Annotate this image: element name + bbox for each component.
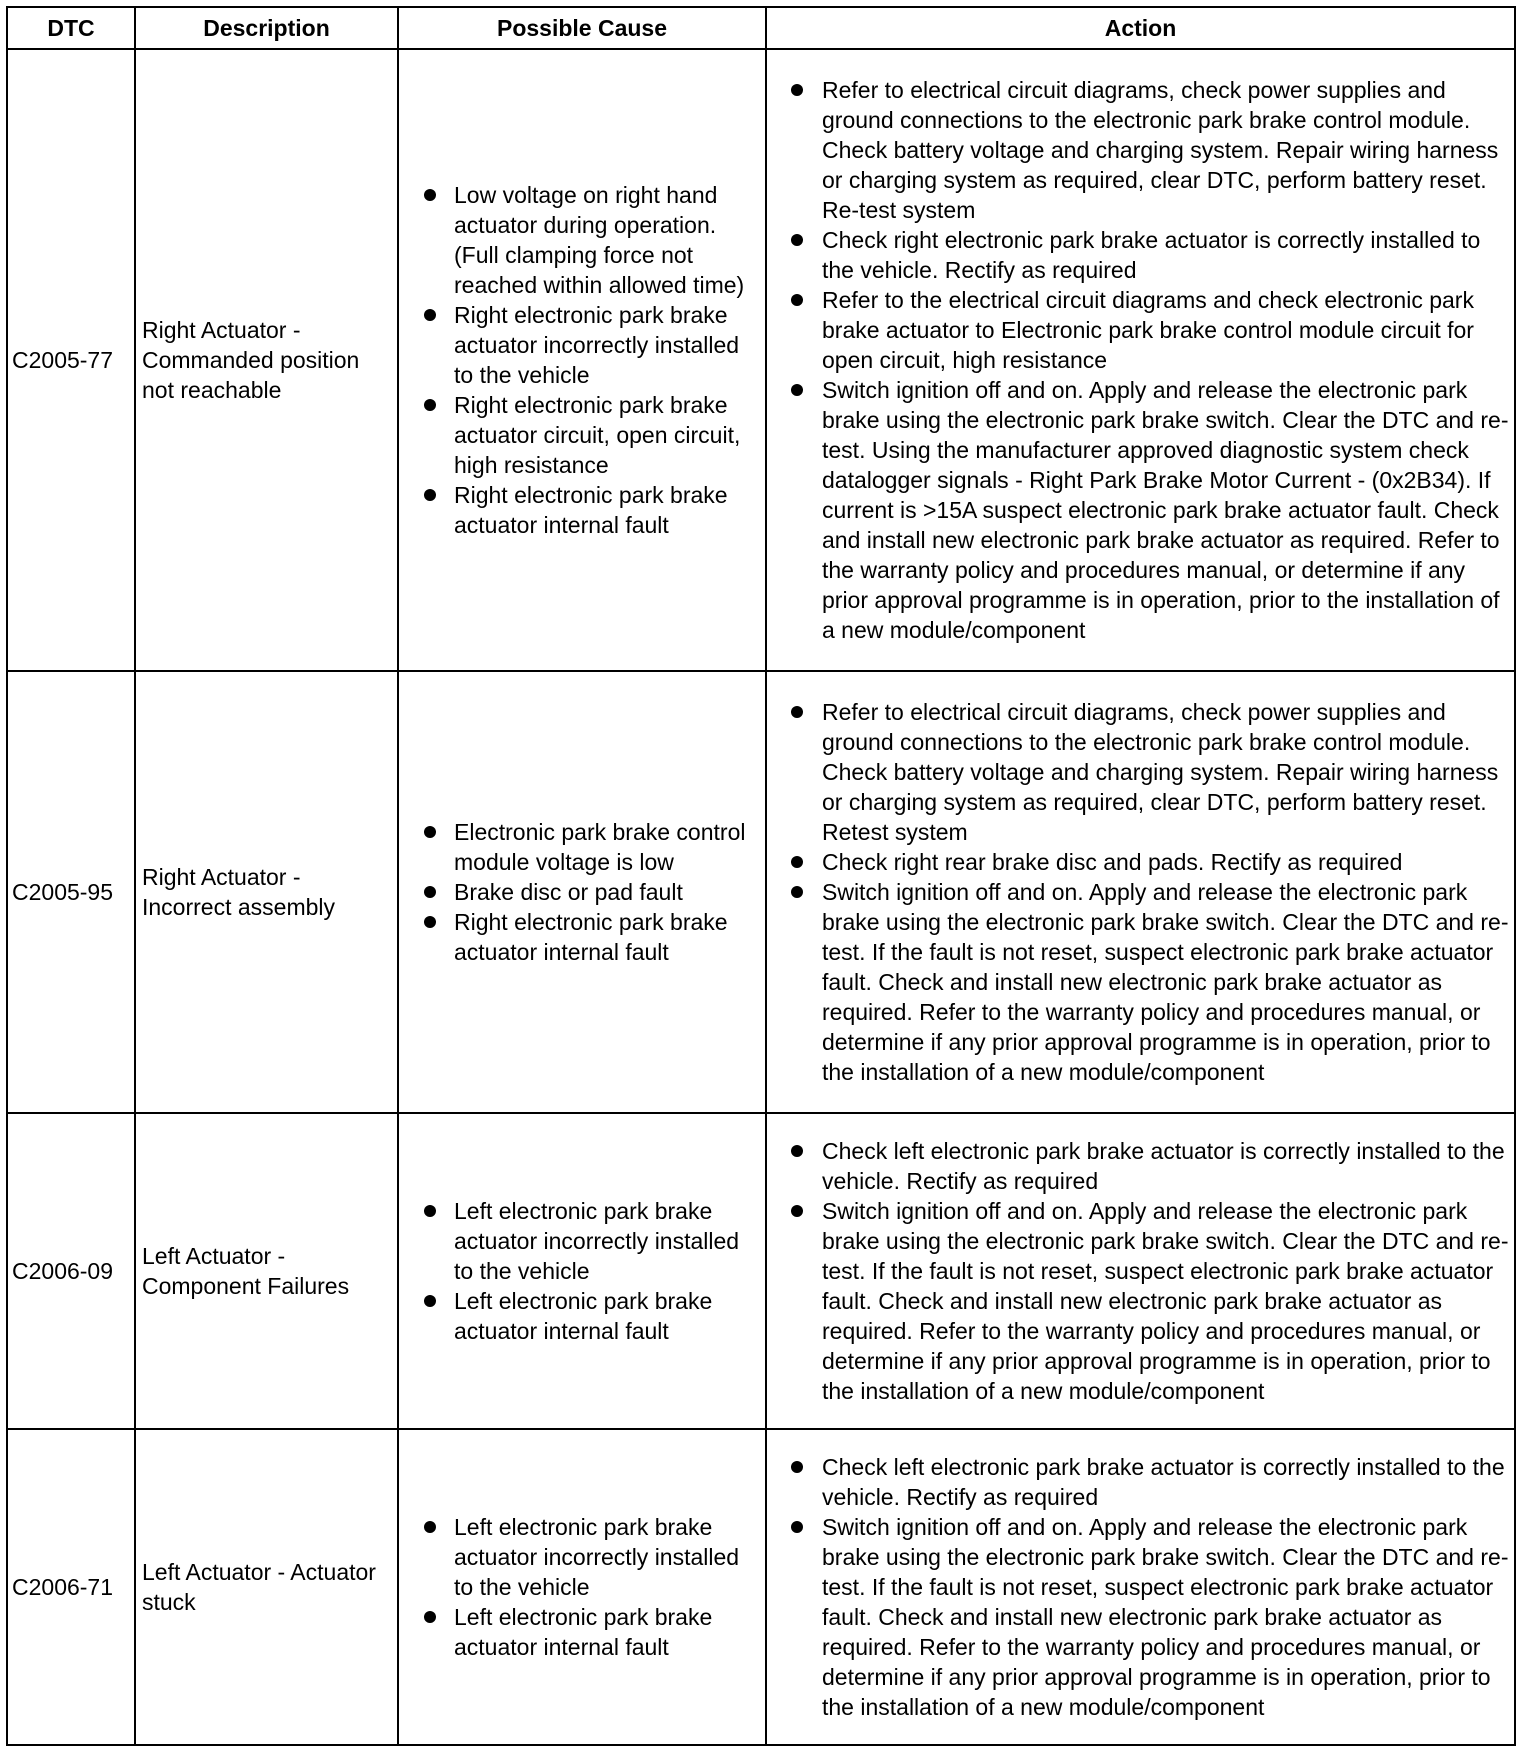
cause-list xyxy=(399,180,765,540)
bullet-icon xyxy=(791,1521,803,1533)
cause-text: Left electronic park brake actuator internal fault xyxy=(454,1288,713,1344)
action-list xyxy=(767,75,1514,645)
dtc-table xyxy=(6,6,1516,1746)
bullet-icon xyxy=(791,1205,803,1217)
cause-text: Brake disc or pad fault xyxy=(454,879,683,905)
list-item xyxy=(399,480,765,540)
cause-list xyxy=(399,1196,765,1346)
action-text: Switch ignition off and on. Apply and release the electronic park brake using the electronic park brake switch. Clear the DTC and re-test. If the fault is not reset, suspect electronic park brake actuator fault. Check and install new electronic park brake actuator as required. Refer to the warranty policy and procedures manual, or determine if any prior approval programme is in operation, prior to the installation of a new module/component xyxy=(822,1514,1509,1720)
bullet-icon xyxy=(424,189,436,201)
cause-text: Low voltage on right hand actuator during operation. (Full clamping force not reached within allowed time) xyxy=(454,182,745,298)
cause-text: Electronic park brake control module voltage is low xyxy=(454,819,746,875)
table-row xyxy=(7,1429,1515,1745)
list-item xyxy=(399,907,765,967)
dtc-description: Left Actuator - Component Failures xyxy=(135,1113,398,1429)
action-text: Refer to electrical circuit diagrams, check power supplies and ground connections to the electronic park brake control module. Check battery voltage and charging system. Repair wiring harness or charging system as required, clear DTC, perform battery reset. Re-test system xyxy=(822,77,1499,223)
bullet-icon xyxy=(791,886,803,898)
list-item xyxy=(767,285,1514,375)
list-item xyxy=(767,877,1514,1087)
bullet-icon xyxy=(791,706,803,718)
list-item xyxy=(767,1512,1514,1722)
list-item xyxy=(767,375,1514,645)
column-header-action: Action xyxy=(766,7,1515,49)
cause-text: Left electronic park brake actuator incorrectly installed to the vehicle xyxy=(454,1514,740,1600)
bullet-icon xyxy=(791,856,803,868)
possible-cause-cell xyxy=(398,671,766,1113)
list-item xyxy=(399,390,765,480)
dtc-code: C2006-71 xyxy=(7,1429,135,1745)
action-cell xyxy=(766,49,1515,671)
action-cell xyxy=(766,671,1515,1113)
action-text: Check left electronic park brake actuator is correctly installed to the vehicle. Rectify as required xyxy=(822,1138,1505,1194)
list-item xyxy=(767,225,1514,285)
bullet-icon xyxy=(424,916,436,928)
bullet-icon xyxy=(424,1295,436,1307)
action-cell xyxy=(766,1113,1515,1429)
action-list xyxy=(767,1452,1514,1722)
list-item xyxy=(399,817,765,877)
cause-text: Right electronic park brake actuator incorrectly installed to the vehicle xyxy=(454,302,740,388)
bullet-icon xyxy=(424,1611,436,1623)
dtc-description: Right Actuator - Commanded position not reachable xyxy=(135,49,398,671)
action-cell xyxy=(766,1429,1515,1745)
action-text: Check right rear brake disc and pads. Rectify as required xyxy=(822,849,1403,875)
action-list xyxy=(767,1136,1514,1406)
action-text: Refer to electrical circuit diagrams, check power supplies and ground connections to the electronic park brake control module. Check battery voltage and charging system. Repair wiring harness or charging system as required, clear DTC, perform battery reset. Retest system xyxy=(822,699,1499,845)
cause-list xyxy=(399,1512,765,1662)
dtc-code: C2005-95 xyxy=(7,671,135,1113)
cause-text: Left electronic park brake actuator incorrectly installed to the vehicle xyxy=(454,1198,740,1284)
column-header-description: Description xyxy=(135,7,398,49)
possible-cause-cell xyxy=(398,1113,766,1429)
action-text: Switch ignition off and on. Apply and release the electronic park brake using the electronic park brake switch. Clear the DTC and re-test. Using the manufacturer approved diagnostic system check datalogger signals - Right Park Brake Motor Current - (0x2B34). If current is >15A suspect electronic park brake actuator fault. Check and install new electronic park brake actuator as required. Refer to the warranty policy and procedures manual, or determine if any prior approval programme is in operation, prior to the installation of a new module/component xyxy=(822,377,1509,643)
possible-cause-cell xyxy=(398,1429,766,1745)
dtc-code: C2006-09 xyxy=(7,1113,135,1429)
bullet-icon xyxy=(791,294,803,306)
list-item xyxy=(399,1512,765,1602)
column-header-possible-cause: Possible Cause xyxy=(398,7,766,49)
bullet-icon xyxy=(791,1145,803,1157)
list-item xyxy=(399,1602,765,1662)
action-text: Check right electronic park brake actuator is correctly installed to the vehicle. Rectify as required xyxy=(822,227,1481,283)
list-item xyxy=(767,1452,1514,1512)
list-item xyxy=(399,180,765,300)
action-text: Switch ignition off and on. Apply and release the electronic park brake using the electronic park brake switch. Clear the DTC and re-test. If the fault is not reset, suspect electronic park brake actuator fault. Check and install new electronic park brake actuator as required. Refer to the warranty policy and procedures manual, or determine if any prior approval programme is in operation, prior to the installation of a new module/component xyxy=(822,1198,1509,1404)
cause-text: Right electronic park brake actuator internal fault xyxy=(454,909,728,965)
dtc-description: Right Actuator - Incorrect assembly xyxy=(135,671,398,1113)
bullet-icon xyxy=(791,84,803,96)
dtc-description: Left Actuator - Actuator stuck xyxy=(135,1429,398,1745)
bullet-icon xyxy=(791,384,803,396)
column-header-dtc: DTC xyxy=(7,7,135,49)
bullet-icon xyxy=(791,234,803,246)
cause-list xyxy=(399,817,765,967)
bullet-icon xyxy=(424,399,436,411)
table-row xyxy=(7,671,1515,1113)
table-row xyxy=(7,1113,1515,1429)
bullet-icon xyxy=(424,1205,436,1217)
bullet-icon xyxy=(424,1521,436,1533)
list-item xyxy=(767,1196,1514,1406)
bullet-icon xyxy=(791,1461,803,1473)
action-text: Switch ignition off and on. Apply and release the electronic park brake using the electronic park brake switch. Clear the DTC and re-test. If the fault is not reset, suspect electronic park brake actuator fault. Check and install new electronic park brake actuator as required. Refer to the warranty policy and procedures manual, or determine if any prior approval programme is in operation, prior to the installation of a new module/component xyxy=(822,879,1509,1085)
table-row xyxy=(7,49,1515,671)
list-item xyxy=(767,75,1514,225)
dtc-code: C2005-77 xyxy=(7,49,135,671)
list-item xyxy=(399,1196,765,1286)
list-item xyxy=(399,300,765,390)
bullet-icon xyxy=(424,826,436,838)
cause-text: Right electronic park brake actuator circuit, open circuit, high resistance xyxy=(454,392,741,478)
action-list xyxy=(767,697,1514,1087)
cause-text: Right electronic park brake actuator internal fault xyxy=(454,482,728,538)
cause-text: Left electronic park brake actuator internal fault xyxy=(454,1604,713,1660)
action-text: Check left electronic park brake actuator is correctly installed to the vehicle. Rectify as required xyxy=(822,1454,1505,1510)
list-item xyxy=(767,1136,1514,1196)
bullet-icon xyxy=(424,309,436,321)
list-item xyxy=(767,697,1514,847)
list-item xyxy=(767,847,1514,877)
possible-cause-cell xyxy=(398,49,766,671)
bullet-icon xyxy=(424,886,436,898)
list-item xyxy=(399,1286,765,1346)
list-item xyxy=(399,877,765,907)
header-row xyxy=(7,7,1515,49)
bullet-icon xyxy=(424,489,436,501)
action-text: Refer to the electrical circuit diagrams and check electronic park brake actuator to Electronic park brake control module circuit for open circuit, high resistance xyxy=(822,287,1474,373)
